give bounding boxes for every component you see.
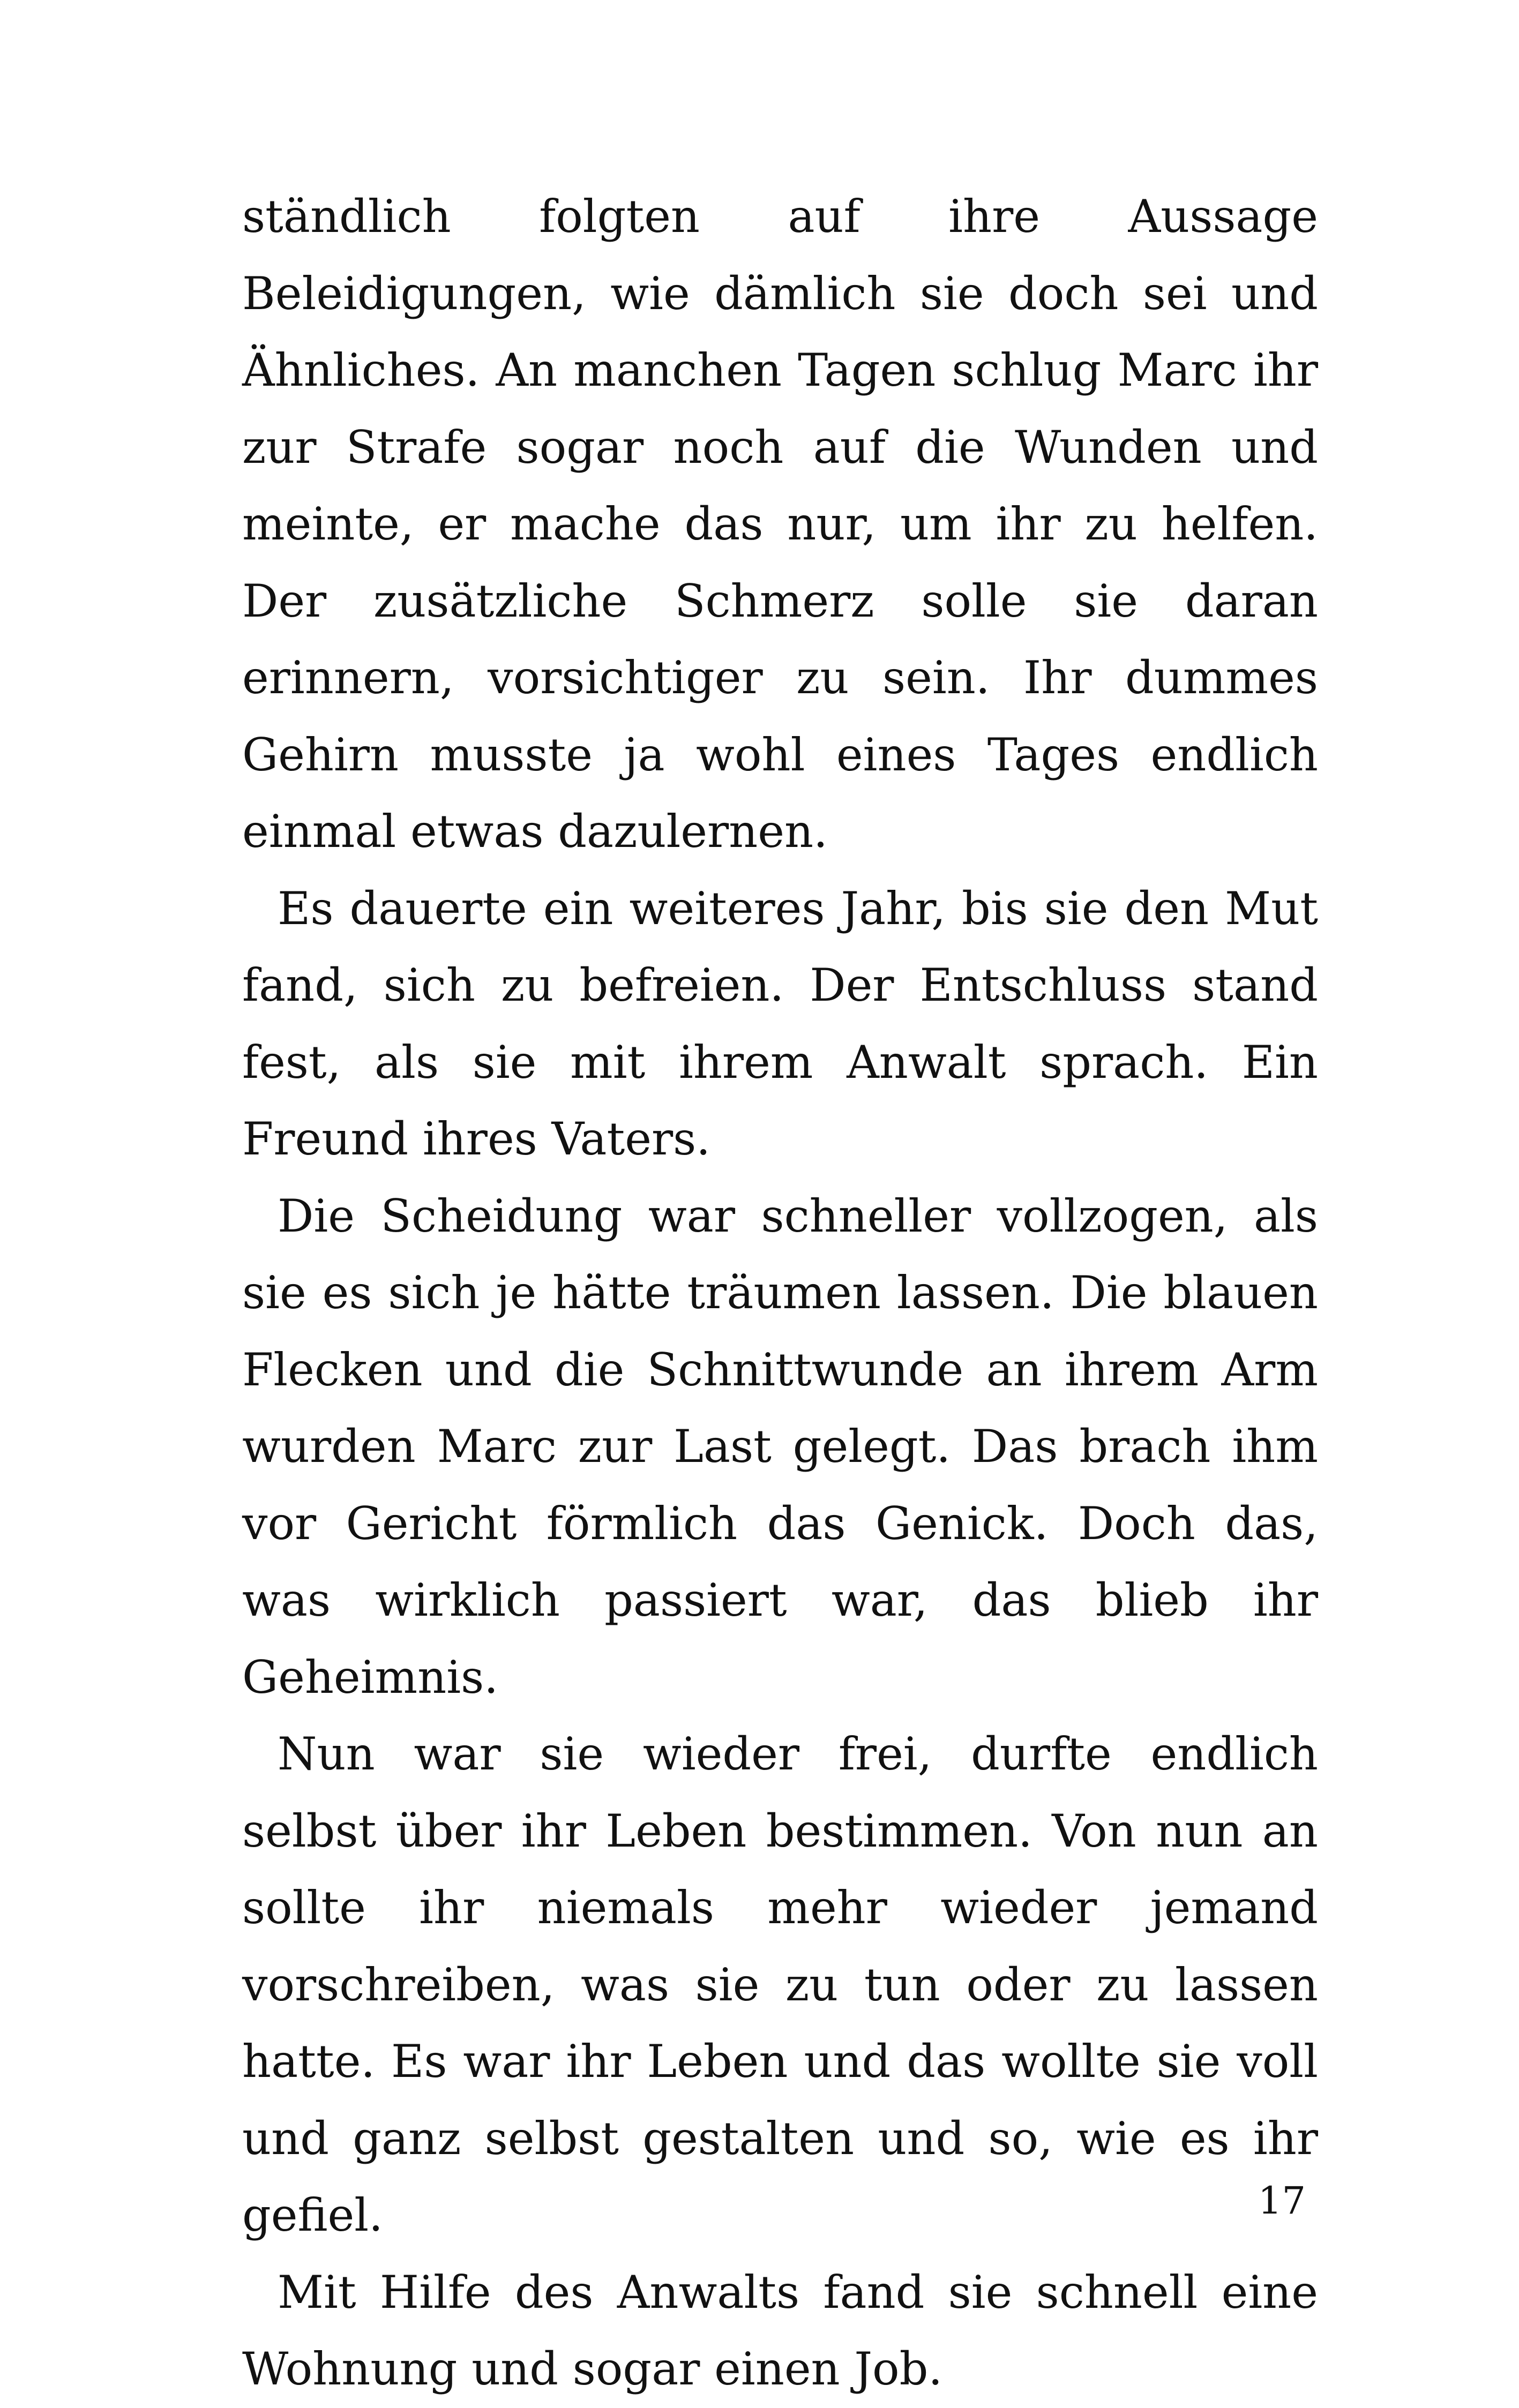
- paragraph-5: Mit Hilfe des Anwalts fand sie schnell eine Wohnung und sogar einen Job.: [242, 2266, 1318, 2395]
- paragraph-3: Die Scheidung war schneller vollzogen, als sie es sich je hätte träumen lassen. Die blauen Flecken und die Schnittwunde an ihrem Arm wurden Marc zur Last gelegt. Das brach ihm vor Gericht förmlich das Genick. Doch das, was wirklich passiert war, das blieb ihr Geheimnis.: [242, 1189, 1318, 1704]
- paragraph-1: ständlich folgten auf ihre Aussage Beleidigungen, wie dämlich sie doch sei und Ähnliches. An manchen Tagen schlug Marc ihr zur Strafe sogar noch auf die Wunden und meinte, er mache das nur, um ihr zu helfen. Der zusätzliche Schmerz solle sie daran erinnern, vorsichtiger zu sein. Ihr dummes Gehirn musste ja wohl eines Tages endlich einmal etwas dazulernen.: [242, 190, 1318, 858]
- body-text: [242, 178, 1318, 2408]
- paragraph-4: Nun war sie wieder frei, durfte endlich selbst über ihr Leben bestimmen. Von nun an sollte ihr niemals mehr wieder jemand vorschreiben, was sie zu tun oder zu lassen hatte. Es war ihr Leben und das wollte sie voll und ganz selbst gestalten und so, wie es ihr gefiel.: [242, 1728, 1318, 2241]
- page-number: 17: [1258, 2179, 1306, 2223]
- paragraph-2: Es dauerte ein weiteres Jahr, bis sie den Mut fand, sich zu befreien. Der Entschluss stand fest, als sie mit ihrem Anwalt sprach. Ein Freund ihres Vaters.: [242, 882, 1318, 1165]
